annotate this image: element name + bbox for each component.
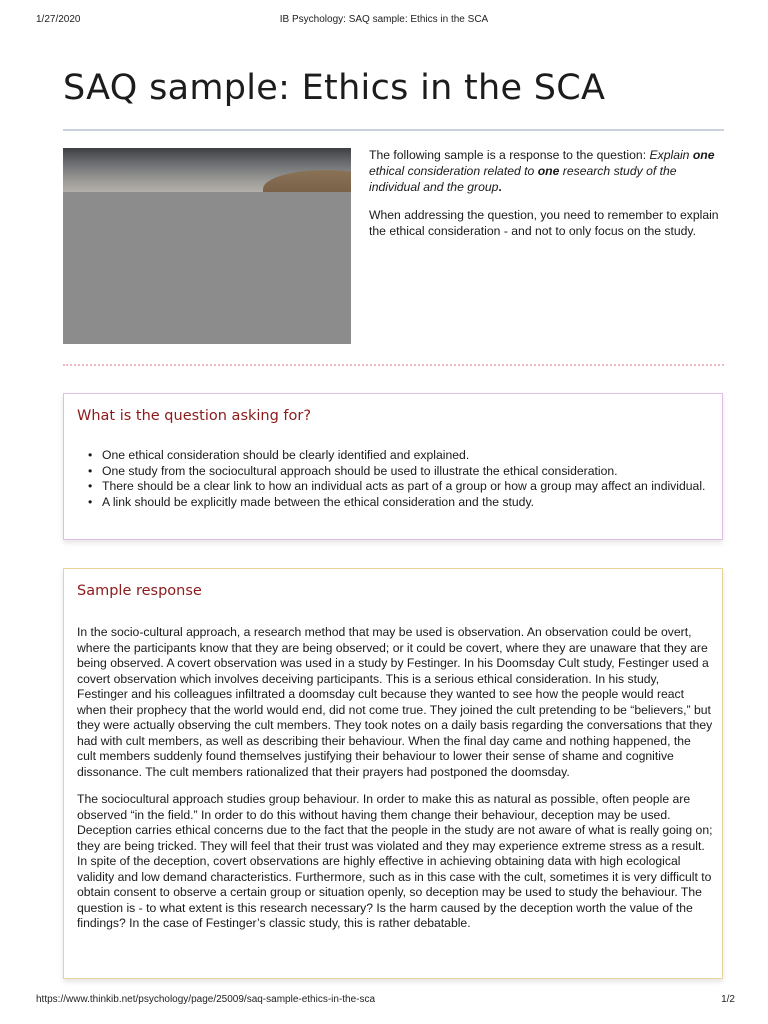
print-url: https://www.thinkib.net/psychology/page/25009/saq-sample-ethics-in-the-sca — [36, 994, 376, 1005]
question-box-heading: What is the question asking for? — [77, 408, 312, 424]
print-footer — [0, 994, 768, 1008]
print-page-title: IB Psychology: SAQ sample: Ethics in the SCA — [279, 14, 489, 25]
print-page-number: 1/2 — [721, 994, 735, 1005]
sample-response-box — [63, 568, 723, 979]
sample-response-body — [77, 625, 713, 944]
section-divider — [63, 364, 724, 366]
question-text-part: ethical consideration related to — [369, 164, 538, 178]
sample-response-heading: Sample response — [77, 583, 202, 599]
hero-image-placeholder — [63, 192, 351, 344]
criteria-item: • One ethical consideration should be clearly identified and explained. — [102, 448, 732, 464]
question-end-period: . — [498, 180, 502, 194]
question-emphasis-one: one — [537, 164, 560, 178]
criteria-item: • One study from the sociocultural approach should be used to illustrate the ethical consideration. — [102, 464, 732, 480]
intro-question-paragraph — [369, 147, 724, 195]
criteria-item: • There should be a clear link to how an individual acts as part of a group or how a group may affect an individual. — [102, 479, 732, 495]
criteria-item: • A link should be explicitly made between the ethical consideration and the study. — [102, 495, 732, 511]
question-text-part: research study of the individual and the group — [369, 164, 677, 194]
title-divider — [63, 129, 724, 131]
criteria-list — [77, 448, 732, 510]
print-header — [0, 14, 768, 28]
intro-prefix: The following sample is a response to the question: — [369, 148, 650, 162]
question-box — [63, 393, 723, 540]
print-date: 1/27/2020 — [36, 14, 81, 25]
hero-image — [63, 148, 351, 344]
page-title: SAQ sample: Ethics in the SCA — [63, 68, 606, 108]
intro-advice-paragraph: When addressing the question, you need to remember to explain the ethical consideration - and not to only focus on the study. — [369, 208, 719, 238]
question-text-part: Explain — [649, 148, 693, 162]
sample-paragraph: In the socio-cultural approach, a research method that may be used is observation. An observation could be overt, where the participants know that they are being observed; or it could be covert, where they are unaware that they are being observed. A covert observation was used in a study by Festinger. In his Doomsday Cult study, Festinger used a covert observation which involves deceiving participants. This is a serious ethical consideration. In his study, Festinger and his colleagues infiltrated a doomsday cult because they wanted to see how the people would react when their prophecy that the world would end, did not come true. They joined the cult pretending to be “believers,” but they were actually observing the cult members. They took notes on a daily basis regarding the conversations that they had with cult members, as well as describing their behaviour. When the final day came and nothing happened, the cult members suddenly found themselves justifying their behaviour to lower their sense of shame and cognitive dissonance. The cult members rationalized that their prayers had postponed the doomsday. — [77, 625, 713, 779]
question-emphasis-one: one — [692, 148, 715, 162]
intro-text — [369, 147, 724, 251]
sample-paragraph: The sociocultural approach studies group behaviour. In order to make this as natural as possible, often people are observed “in the field.” In order to do this without having them change their behaviour, deception may be used. Deception carries ethical concerns due to the fact that the people in the study are not aware of what is really going on; they are being tricked. They will feel that their trust was violated and they may experience extreme stress as a result. In spite of the deception, covert observations are highly effective in achieving obtaining data with high ecological validity and low demand characteristics. Furthermore, such as in this case with the cult, sometimes it is very difficult to obtain consent to observe a certain group or situation openly, so deception may be used to study the behaviour. The question is - to what extent is this research necessary? Is the harm caused by the deception worth the value of the findings? In the case of Festinger’s classic study, this is rather debatable. — [77, 792, 713, 930]
